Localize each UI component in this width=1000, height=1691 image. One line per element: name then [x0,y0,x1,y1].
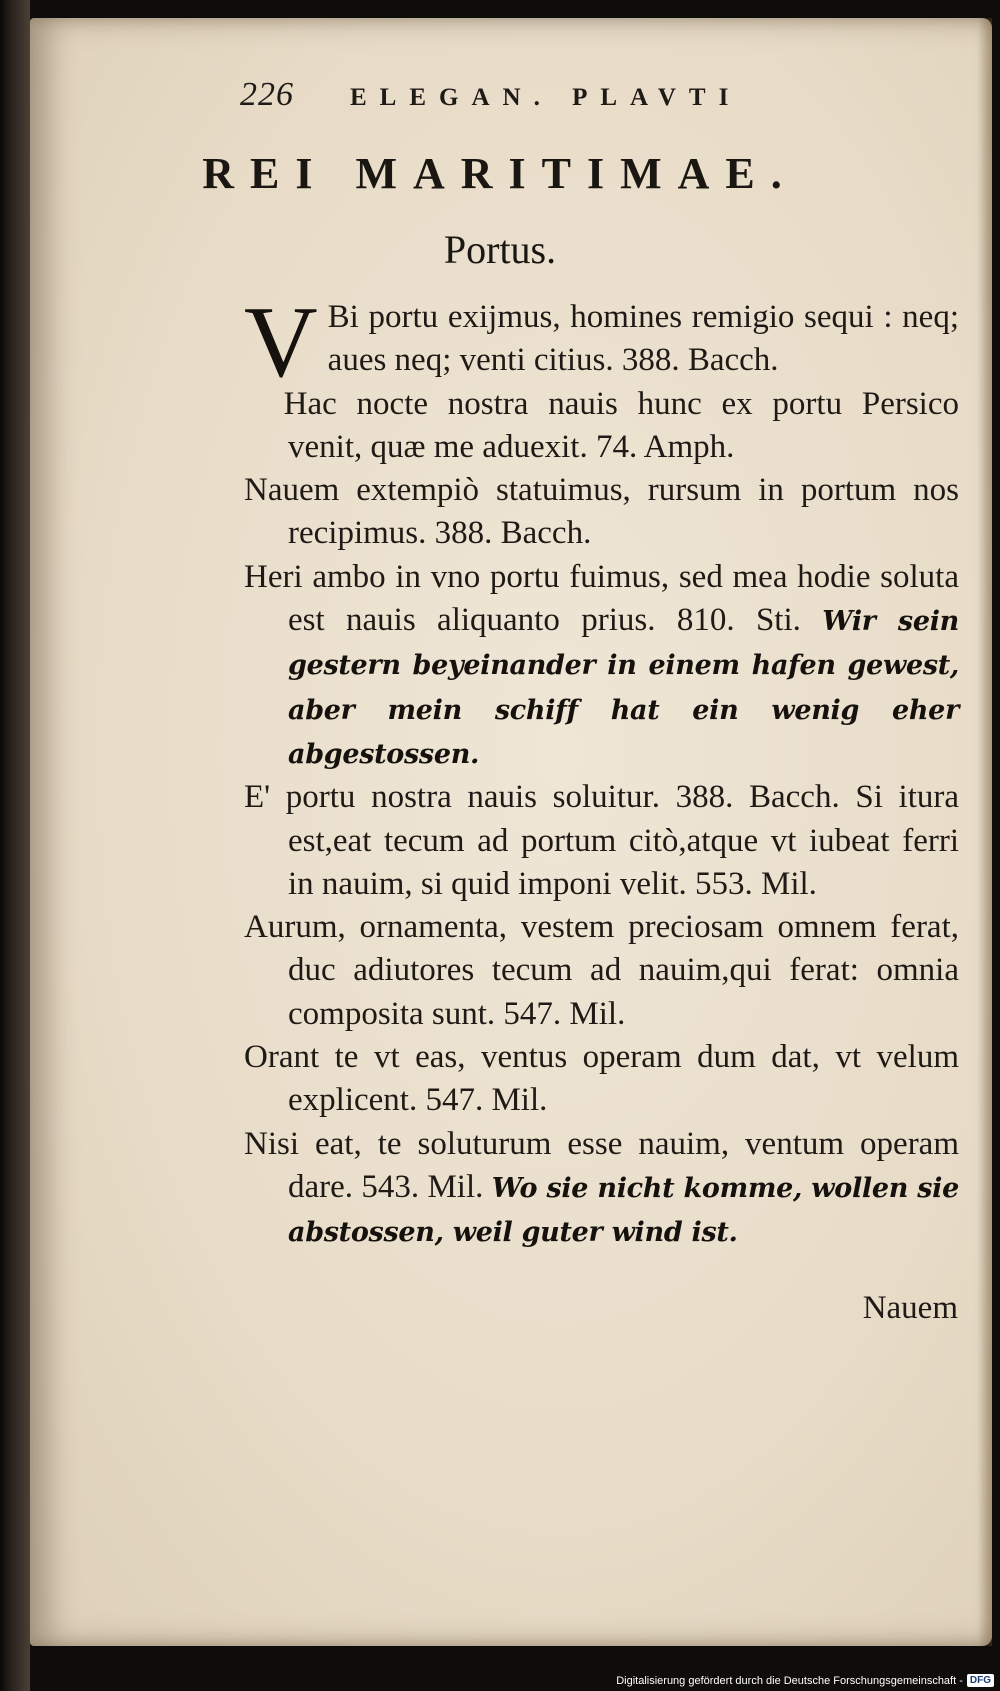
section-title: REI MARITIMAE. [202,149,798,198]
drop-cap: V [244,286,318,399]
dfg-logo: DFG [967,1674,994,1687]
footer-credit [616,1674,994,1687]
page-number: 226 [240,76,294,113]
entry-1 [244,286,959,399]
entry-3 [244,469,959,556]
entry-4 [244,556,959,776]
entry-text: Hac nocte nostra nauis hunc ex portu Persico venit, quæ me aduexit. 74. Amph. [283,385,959,465]
entry-text: E' portu nostra nauis soluitur. 388. Bacch. Si itura est,eat tecum ad portum citò,atque vt iubeat ferri in nauim, si quid imponi velit. 553. Mil. [244,779,959,902]
catchword: Nauem [862,1290,958,1326]
german-translation: Wo sie nicht komme, wollen sie abstossen, weil guter wind ist. [288,1172,959,1249]
german-translation: Wir sein gestern beyeinander in einem hafen gewest, aber mein schiff hat ein wenig eher abgestossen. [288,606,959,770]
entry-text: Aurum, ornamenta, vestem preciosam omnem ferat, duc adiutores tecum ad nauim,qui ferat: omnia composita sunt. 547. Mil. [244,909,959,1032]
entry-text: Bi portu exijmus, homines remigio sequi : neq; aues neq; venti citius. 388. Bacch. [327,299,959,379]
running-head [240,76,860,114]
entry-text: Nauem extempiò statuimus, rursum in portum nos recipimus. 388. Bacch. [244,472,959,552]
running-title: ELEGAN. PLAVTI [350,84,742,111]
entry-2 [244,383,959,470]
section-subtitle: Portus. [443,227,557,272]
body-text [244,286,959,1255]
footer-text: Digitalisierung gefördert durch die Deutsche Forschungsgemeinschaft - [616,1674,963,1687]
entry-text: Nisi eat, te soluturum esse nauim, ventum operam dare. 543. Mil. [244,1125,959,1205]
entry-6 [244,906,959,1036]
entry-7 [244,1036,959,1123]
entry-5 [244,776,959,906]
entry-8 [244,1123,959,1255]
entry-text: Heri ambo in vno portu fuimus, sed mea hodie soluta est nauis aliquanto prius. 810. Sti. [244,558,959,639]
entry-text: Orant te vt eas, ventus operam dum dat, vt velum explicent. 547. Mil. [244,1039,959,1119]
